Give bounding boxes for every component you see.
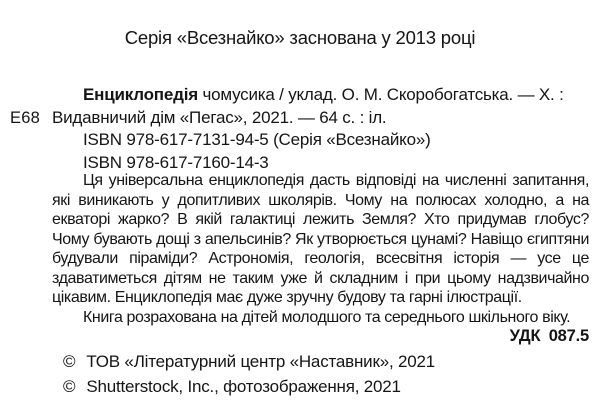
copyright-symbol: ©	[63, 352, 76, 371]
book-title: Енциклопедія	[83, 85, 198, 104]
author-sign-code: Е68	[10, 109, 40, 127]
publisher-line: Видавничий дім «Пегас», 2021. — 64 с. : іл.	[52, 107, 387, 127]
annotation-paragraph: Ця універсальна енциклопедія дасть відповіді на численні запитання, які виникають у допитливих школярів. Чому на полюсах холодно, а на екваторі жарко? В якій галактиці лежить Земля? Хто придумав глобус? Чому бувають дощі з апельсинів? Як утворюється цунамі? Навіщо єгиптяни будували піраміди? Астрономія, геологія, всесвітня історія — усе це здаватиметься дітям не таким уже й складним і при цьому надзвичайно цікавим. Енциклопедія має дуже зручну будову та гарні ілюстрації.	[52, 172, 589, 306]
annotation-block	[52, 171, 589, 347]
isbn-series-line: ISBN 978-617-7131-94-5 (Серія «Всезнайко»)	[83, 130, 431, 149]
series-note: Серія «Всезнайко» заснована у 2013 році	[124, 27, 476, 48]
copyright-block	[63, 350, 435, 399]
udk-code: УДК 087.5	[509, 327, 589, 345]
biblio-title-rest: чомусика / уклад. О. М. Скоробогатська. — Х. :	[197, 85, 564, 104]
copyright-text: Shutterstock, Inc., фотозображення, 2021	[86, 376, 401, 396]
bibliographic-entry	[52, 84, 590, 174]
biblio-title-line	[52, 84, 590, 107]
copyright-line	[63, 375, 435, 400]
copyright-line	[63, 350, 435, 375]
copyright-text: ТОВ «Літературний центр «Наставник», 2021	[86, 352, 436, 371]
copyright-symbol: ©	[63, 376, 76, 396]
audience-note: Книга розрахована на дітей молодшого та середнього шкільного віку.	[83, 308, 571, 326]
isbn-line: ISBN 978-617-7160-14-3	[83, 152, 269, 172]
